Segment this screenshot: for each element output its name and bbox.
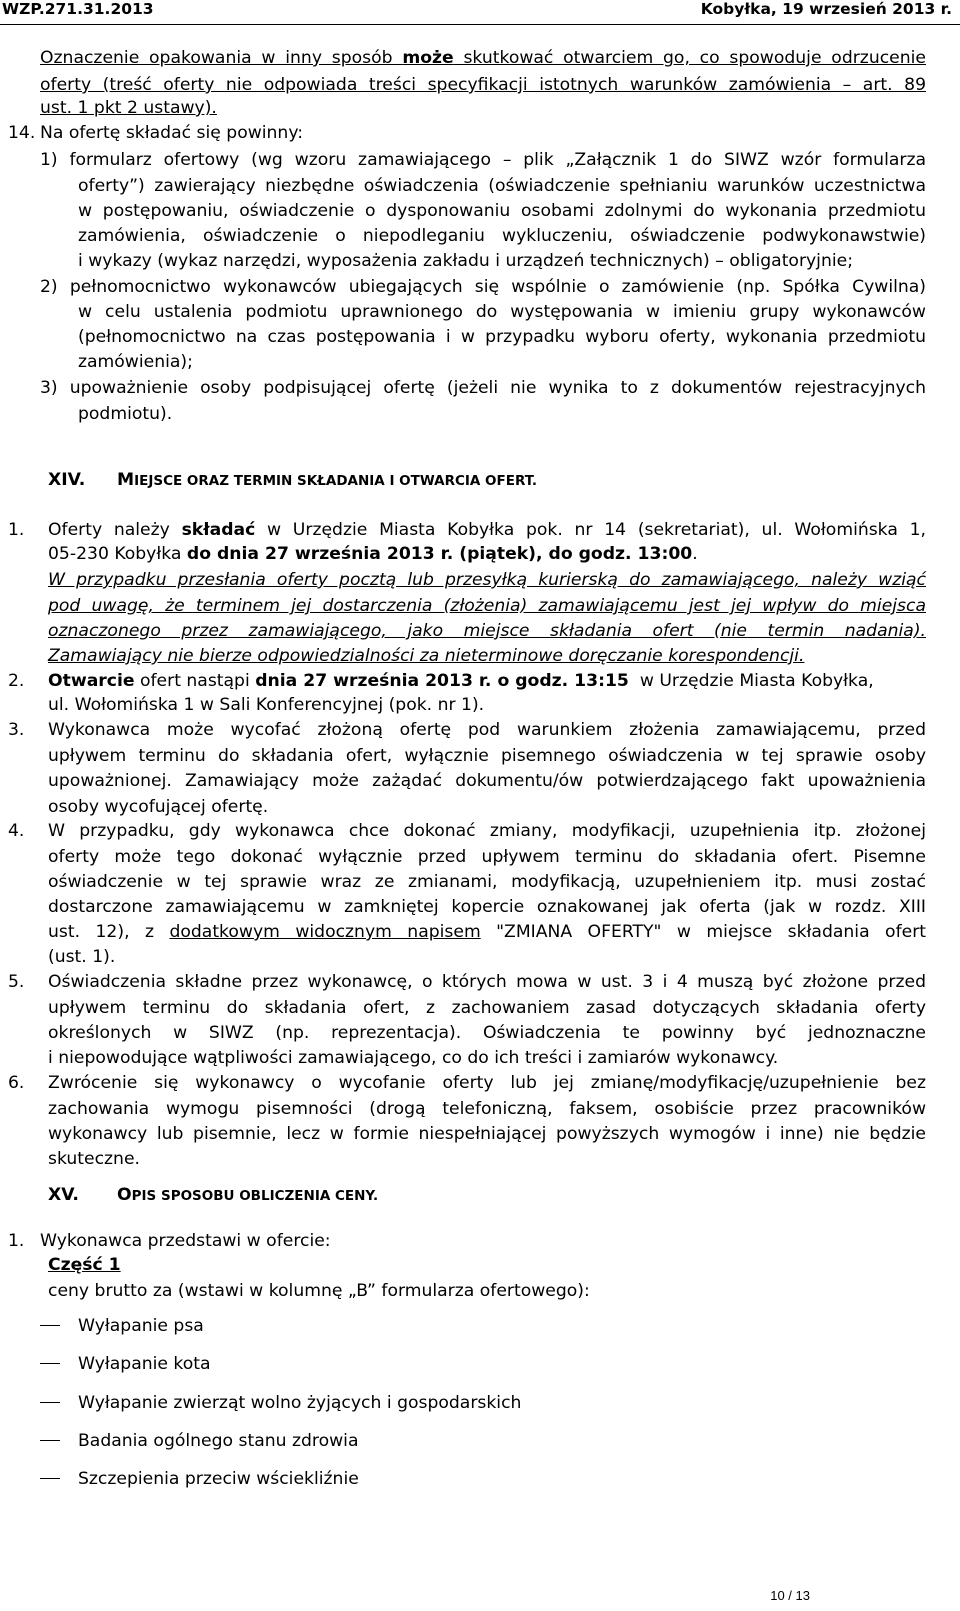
xiv-4-line-1: W przypadku, gdy wykonawca chce dokonać zmiany, modyfikacji, uzupełnienia itp. złożonej xyxy=(48,821,926,841)
price-instructions: ceny brutto za (wstawi w kolumnę „B” formularza ofertowego): xyxy=(48,1281,590,1301)
price-item-1: Wyłapanie psa xyxy=(78,1316,204,1336)
xiv-6-line-4: skuteczne. xyxy=(48,1149,140,1169)
page-number: 10 / 13 xyxy=(770,1588,810,1603)
intro-line-1: Oznaczenie opakowania w inny sposób może skutkować otwarciem go, co spowoduje odrzucenie xyxy=(40,48,926,68)
item-14-heading: Na ofertę składać się powinny: xyxy=(40,123,304,143)
list-dash xyxy=(40,1478,60,1479)
xiv-item-number-4: 4. xyxy=(8,821,25,841)
xiv-item-number-1: 1. xyxy=(8,520,25,540)
xiv-1-note-1: W przypadku przesłania oferty pocztą lub przesyłką kurierską do zamawiającego, należy wziąć xyxy=(48,570,926,590)
item-number-14: 14. xyxy=(8,123,36,143)
price-item-4: Badania ogólnego stanu zdrowia xyxy=(78,1431,359,1451)
section-xiv-title: MIEJSCE ORAZ TERMIN SKŁADANIA I OTWARCIA OFERT. xyxy=(117,470,538,490)
list-item-2-line-1: 2) pełnomocnictwo wykonawców ubiegających się wspólnie o zamówienie (np. Spółka Cywilna) xyxy=(40,277,926,297)
list-item-2-line-4: zamówienia); xyxy=(78,352,193,372)
section-xiv-number: XIV. xyxy=(48,470,86,490)
xiv-4-line-3: oświadczenie w tej sprawie wraz ze zmianami, modyfikacją, uzupełnieniem itp. musi zostać xyxy=(48,872,926,892)
list-item-2-line-3: (pełnomocnictwo na czas postępowania i w przypadku wyboru oferty, wykonania przedmiotu xyxy=(78,327,926,347)
list-dash xyxy=(40,1325,60,1326)
xiv-5-line-3: określonych w SIWZ (np. reprezentacja). Oświadczenia te powinny być jednoznaczne xyxy=(48,1023,926,1043)
list-item-1-line-4: zamówienia, oświadczenie o niepodleganiu wykluczeniu, oświadczenie podwykonawstwie) xyxy=(78,226,926,246)
xiv-4-line-4: dostarczone zamawiającemu w zamkniętej kopercie oznakowanej jak oferta (jak w rozdz. XIII xyxy=(48,897,926,917)
list-dash xyxy=(40,1402,60,1403)
xiv-5-line-1: Oświadczenia składne przez wykonawcę, o których mowa w ust. 3 i 4 muszą być złożone przed xyxy=(48,972,926,992)
header-date: Kobyłka, 19 wrzesień 2013 r. xyxy=(700,0,952,18)
xiv-item-number-2: 2. xyxy=(8,671,25,691)
xiv-1-line-2: 05-230 Kobyłka do dnia 27 września 2013 r. (piątek), do godz. 13:00. xyxy=(48,544,698,564)
list-item-3-line-1: 3) upoważnienie osoby podpisującej ofertę (jeżeli nie wynika to z dokumentów rejestracyjnych xyxy=(40,378,926,398)
list-item-1-line-5: i wykazy (wykaz narzędzi, wyposażenia zakładu i urządzeń technicznych) – obligatoryjnie; xyxy=(78,251,853,271)
xiv-1-line-1: Oferty należy składać w Urzędzie Miasta Kobyłka pok. nr 14 (sekretariat), ul. Wołomińska 1, xyxy=(48,520,926,540)
xiv-item-number-3: 3. xyxy=(8,720,25,740)
list-item-1-line-2: oferty”) zawierający niezbędne oświadczenia (oświadczenie spełnianiu warunków uczestnictwa xyxy=(78,176,926,196)
xiv-item-number-5: 5. xyxy=(8,972,25,992)
xiv-3-line-3: upoważnionej. Zamawiający może zażądać dokumentu/ów potwierdzającego fakt upoważnienia xyxy=(48,771,926,791)
xiv-1-note-2: pod uwagę, że terminem jej dostarczenia (złożenia) zamawiającemu jest jej wpływ do miejsca xyxy=(48,596,926,616)
section-xv-number: XV. xyxy=(48,1185,79,1205)
xiv-5-line-4: i niepowodujące wątpliwości zamawiającego, co do ich treści i zamiarów wykonawcy. xyxy=(48,1048,779,1068)
xv-1-intro: Wykonawca przedstawi w ofercie: xyxy=(40,1231,331,1251)
xiv-1-note-4: Zamawiający nie bierze odpowiedzialności za nieterminowe doręczanie korespondencji. xyxy=(48,646,805,666)
list-dash xyxy=(40,1363,60,1364)
list-item-1-line-3: w postępowaniu, oświadczenie o dysponowaniu osobami zdolnymi do wykonania przedmiotu xyxy=(78,201,926,221)
xiv-3-line-4: osoby wycofującej ofertę. xyxy=(48,797,269,817)
xiv-5-line-2: upływem terminu do składania ofert, z zachowaniem zasad dotyczących składania oferty xyxy=(48,998,926,1018)
page-header xyxy=(0,0,960,25)
intro-line-3: ust. 1 pkt 2 ustawy). xyxy=(40,98,217,118)
xiv-4-line-6: (ust. 1). xyxy=(48,947,116,967)
xiv-3-line-1: Wykonawca może wycofać złożoną ofertę pod warunkiem złożenia zamawiającemu, przed xyxy=(48,720,926,740)
xiv-4-line-2: oferty może tego dokonać wyłącznie przed upływem terminu do składania ofert. Pisemne xyxy=(48,847,926,867)
list-item-3-line-2: podmiotu). xyxy=(78,404,173,424)
xiv-6-line-2: zachowania wymogu pisemności (drogą telefoniczną, faksem, osobiście przez pracowników xyxy=(48,1099,926,1119)
xv-item-number-1: 1. xyxy=(8,1231,25,1251)
list-item-1-line-1: 1) formularz ofertowy (wg wzoru zamawiającego – plik „Załącznik 1 do SIWZ wzór formularza xyxy=(40,150,926,170)
price-item-5: Szczepienia przeciw wściekliźnie xyxy=(78,1469,359,1489)
list-item-2-line-2: w celu ustalenia podmiotu uprawnionego do występowania w imieniu grupy wykonawców xyxy=(78,302,926,322)
price-item-3: Wyłapanie zwierząt wolno żyjących i gospodarskich xyxy=(78,1393,522,1413)
xiv-3-line-2: upływem terminu do składania ofert, wyłącznie pisemnego oświadczenia w tej sprawie osoby xyxy=(48,746,926,766)
intro-line-2: oferty (treść oferty nie odpowiada treści specyfikacji istotnych warunków zamówienia – art. 89 xyxy=(40,75,926,95)
list-dash xyxy=(40,1440,60,1441)
xiv-2-line-1: Otwarcie ofert nastąpi dnia 27 września 2013 r. o godz. 13:15 w Urzędzie Miasta Kobyłka, xyxy=(48,671,874,691)
document-reference: WZP.271.31.2013 xyxy=(2,0,154,18)
xiv-4-line-5: ust. 12), z dodatkowym widocznym napisem "ZMIANA OFERTY" w miejsce składania ofert xyxy=(48,922,927,942)
xiv-6-line-1: Zwrócenie się wykonawcy o wycofanie oferty lub jej zmianę/modyfikację/uzupełnienie bez xyxy=(48,1073,926,1093)
xiv-1-note-3: oznaczonego przez zamawiającego, jako miejsce składania ofert (nie termin nadania). xyxy=(48,621,926,641)
xiv-2-line-2: ul. Wołomińska 1 w Sali Konferencyjnej (pok. nr 1). xyxy=(48,695,485,715)
xiv-6-line-3: wykonawcy lub pisemnie, lecz w formie niespełniającej powyższych wymogów i inne) nie będzie xyxy=(48,1124,926,1144)
part-1-heading: Część 1 xyxy=(48,1255,121,1275)
price-item-2: Wyłapanie kota xyxy=(78,1354,211,1374)
section-xv-title: OPIS SPOSOBU OBLICZENIA CENY. xyxy=(117,1185,379,1205)
xiv-item-number-6: 6. xyxy=(8,1073,25,1093)
